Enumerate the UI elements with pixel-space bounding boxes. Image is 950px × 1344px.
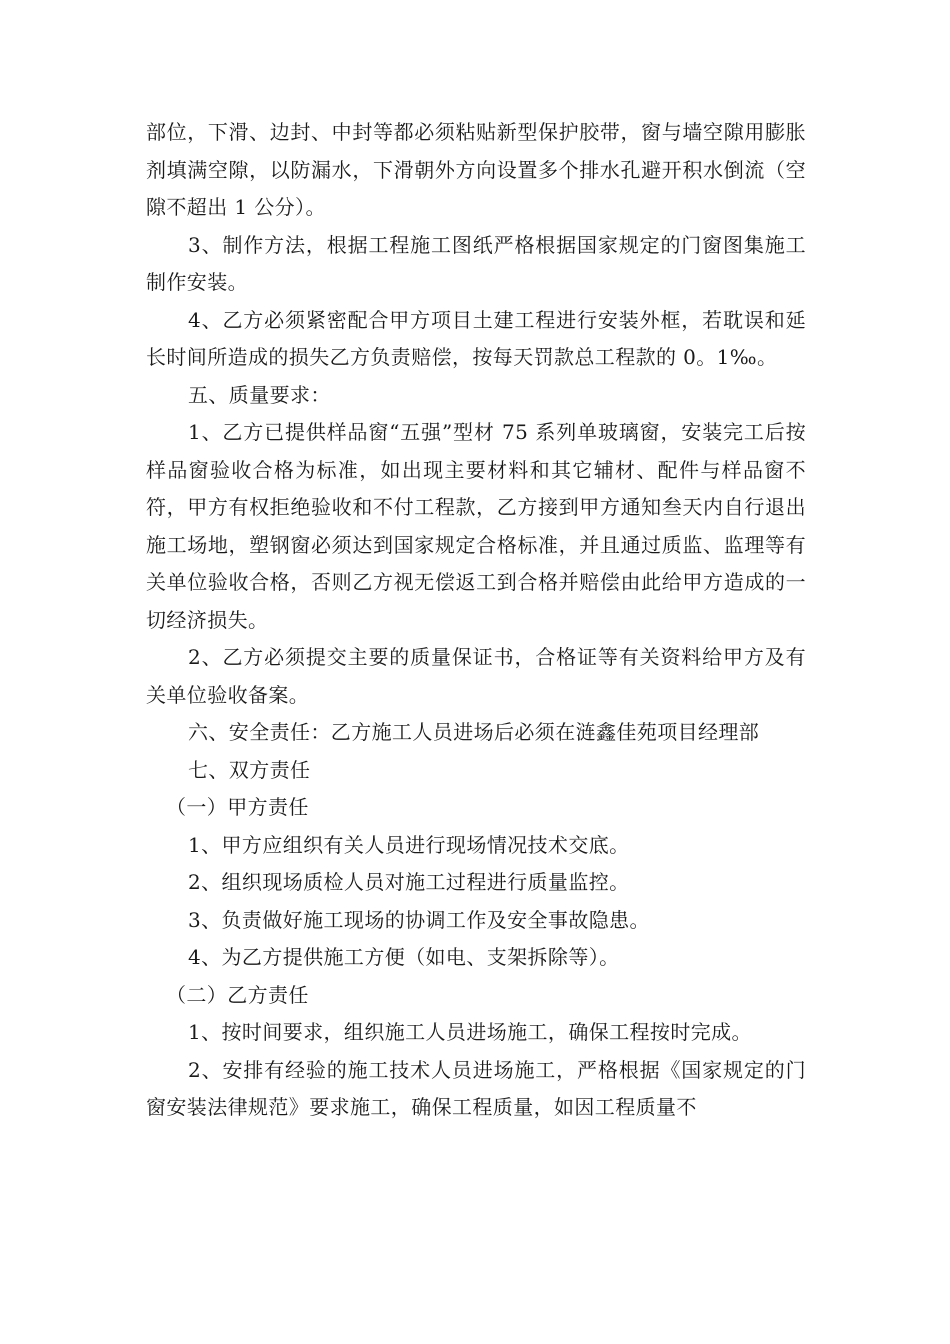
subsection-heading: （二）乙方责任 <box>166 982 309 1007</box>
paragraph: 1、乙方已提供样品窗“五强”型材 75 系列单玻璃窗，安装完工后按样品窗验收合格为标准，如出现主要材料和其它辅材、配件与样品窗不符，甲方有权拒绝验收和不付工程款，乙方接到甲方通知叁天内自行退出施工场地，塑钢窗必须达到国家规定合格标准，并且通过质监、监理等有关单位验收合格，否则乙方视无偿返工到合格并赔偿由此给甲方造成的一切经济损失。 <box>146 420 806 632</box>
section-heading: 六、安全责任：乙方施工人员进场后必须在涟鑫佳苑项目经理部 <box>188 720 760 744</box>
subsection-heading: （一）甲方责任 <box>166 795 309 819</box>
paragraph: 2、乙方必须提交主要的质量保证书，合格证等有关资料给甲方及有关单位验收备案。 <box>146 645 806 707</box>
document-page <box>146 114 806 1127</box>
paragraph: 4、乙方必须紧密配合甲方项目土建工程进行安装外框，若耽误和延长时间所造成的损失乙方负责赔偿，按每天罚款总工程款的 0。1‰。 <box>146 307 806 369</box>
paragraph: 3、制作方法，根据工程施工图纸严格根据国家规定的门窗图集施工制作安装。 <box>146 232 806 294</box>
paragraph: 部位，下滑、边封、中封等都必须粘贴新型保护胶带，窗与墙空隙用膨胀剂填满空隙，以防漏水，下滑朝外方向设置多个排水孔避开积水倒流（空隙不超出 1 公分）。 <box>146 120 806 219</box>
list-item: 1、按时间要求，组织施工人员进场施工，确保工程按时完成。 <box>188 1020 752 1044</box>
list-item: 4、为乙方提供施工方便（如电、支架拆除等）。 <box>188 945 620 969</box>
list-item: 1、甲方应组织有关人员进行现场情况技术交底。 <box>188 832 630 857</box>
list-item: 2、组织现场质检人员对施工过程进行质量监控。 <box>188 870 630 894</box>
section-heading: 五、质量要求： <box>188 382 331 407</box>
section-heading: 七、双方责任 <box>188 757 311 782</box>
list-item: 3、负责做好施工现场的协调工作及安全事故隐患。 <box>188 907 650 932</box>
list-item: 2、安排有经验的施工技术人员进场施工，严格根据《国家规定的门窗安装法律规范》要求施工，确保工程质量，如因工程质量不 <box>146 1057 806 1119</box>
